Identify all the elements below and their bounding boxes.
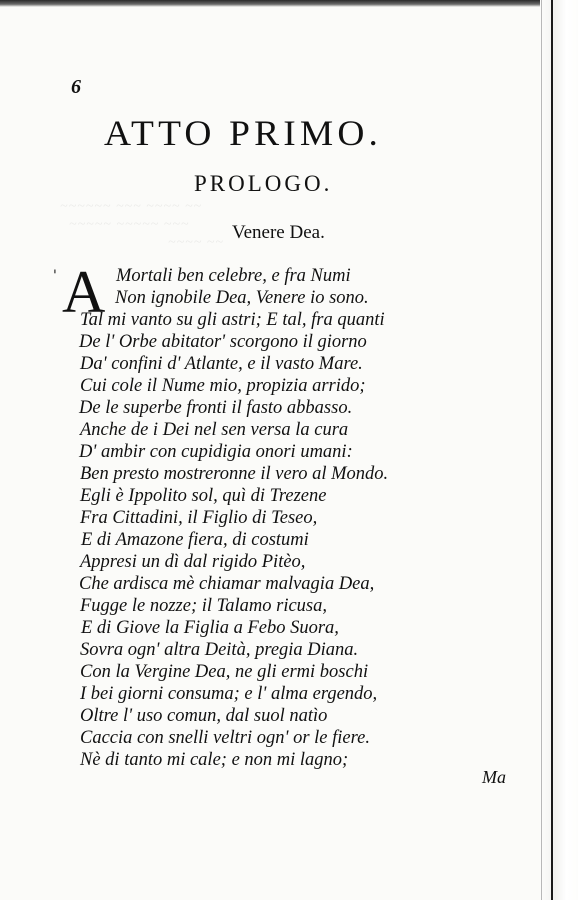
- verse-line: Appresi un dì dal rigido Pitèo,: [80, 552, 306, 572]
- scene-title: PROLOGO.: [194, 171, 333, 196]
- verse-line: Con la Vergine Dea, ne gli ermi boschi: [80, 662, 369, 682]
- verse-line: D' ambir con cupidigia onori umani:: [79, 442, 353, 462]
- verse-line: Caccia con snelli veltri ogn' or le fiere.: [80, 728, 370, 748]
- verse-line: Oltre l' uso comun, dal suol natìo: [80, 706, 328, 726]
- verse-line: I bei giorni consuma; e l' alma ergendo,: [80, 684, 378, 704]
- verse-line: Non ignobile Dea, Venere io sono.: [115, 288, 369, 308]
- page-gutter: [540, 0, 578, 900]
- verse-line: Tal mi vanto su gli astri; E tal, fra quanti: [80, 310, 385, 330]
- drop-cap: A: [62, 259, 106, 325]
- verse-line: E di Amazone fiera, di costumi: [81, 530, 309, 550]
- verse-line: Egli è Ippolito sol, quì di Trezene: [80, 486, 327, 506]
- verse-line: Da' confini d' Atlante, e il vasto Mare.: [80, 354, 363, 374]
- gutter-fold-line: [541, 0, 542, 900]
- act-title: ATTO PRIMO.: [104, 113, 383, 153]
- show-through-ink: ~~~~~~ ~~~ ~~~~ ~~ ~~~~~ ~~~~~ ~~~ ~~~~ ~~: [60, 199, 224, 250]
- verse-line: Sovra ogn' altra Deità, pregia Diana.: [80, 640, 359, 660]
- verse-line: Nè di tanto mi cale; e non mi lagno;: [80, 750, 349, 770]
- binding-edge-line: [551, 0, 553, 900]
- verse-line: Fra Cittadini, il Figlio di Teseo,: [80, 508, 318, 528]
- verse-line: E di Giove la Figlia a Febo Suora,: [81, 618, 339, 638]
- verse-line: Anche de i Dei nel sen versa la cura: [80, 420, 349, 440]
- verse-line: Fugge le nozze; il Talamo ricusa,: [80, 596, 328, 616]
- verse-line: Mortali ben celebre, e fra Numi: [116, 266, 351, 286]
- catchword: Ma: [482, 767, 506, 787]
- speaker-name: Venere Dea.: [232, 222, 325, 243]
- verse-line: De le superbe fronti il fasto abbasso.: [79, 398, 353, 418]
- page-number: 6: [71, 76, 81, 98]
- verse-line: Ben presto mostreronne il vero al Mondo.: [80, 464, 389, 484]
- verse-line: De l' Orbe abitator' scorgono il giorno: [79, 332, 367, 352]
- verse-line: Cui cole il Nume mio, propizia arrido;: [80, 376, 366, 396]
- verse-line: Che ardisca mè chiamar malvagia Dea,: [79, 574, 375, 594]
- page-top-shadow: [0, 0, 578, 7]
- margin-mark: ': [53, 268, 57, 284]
